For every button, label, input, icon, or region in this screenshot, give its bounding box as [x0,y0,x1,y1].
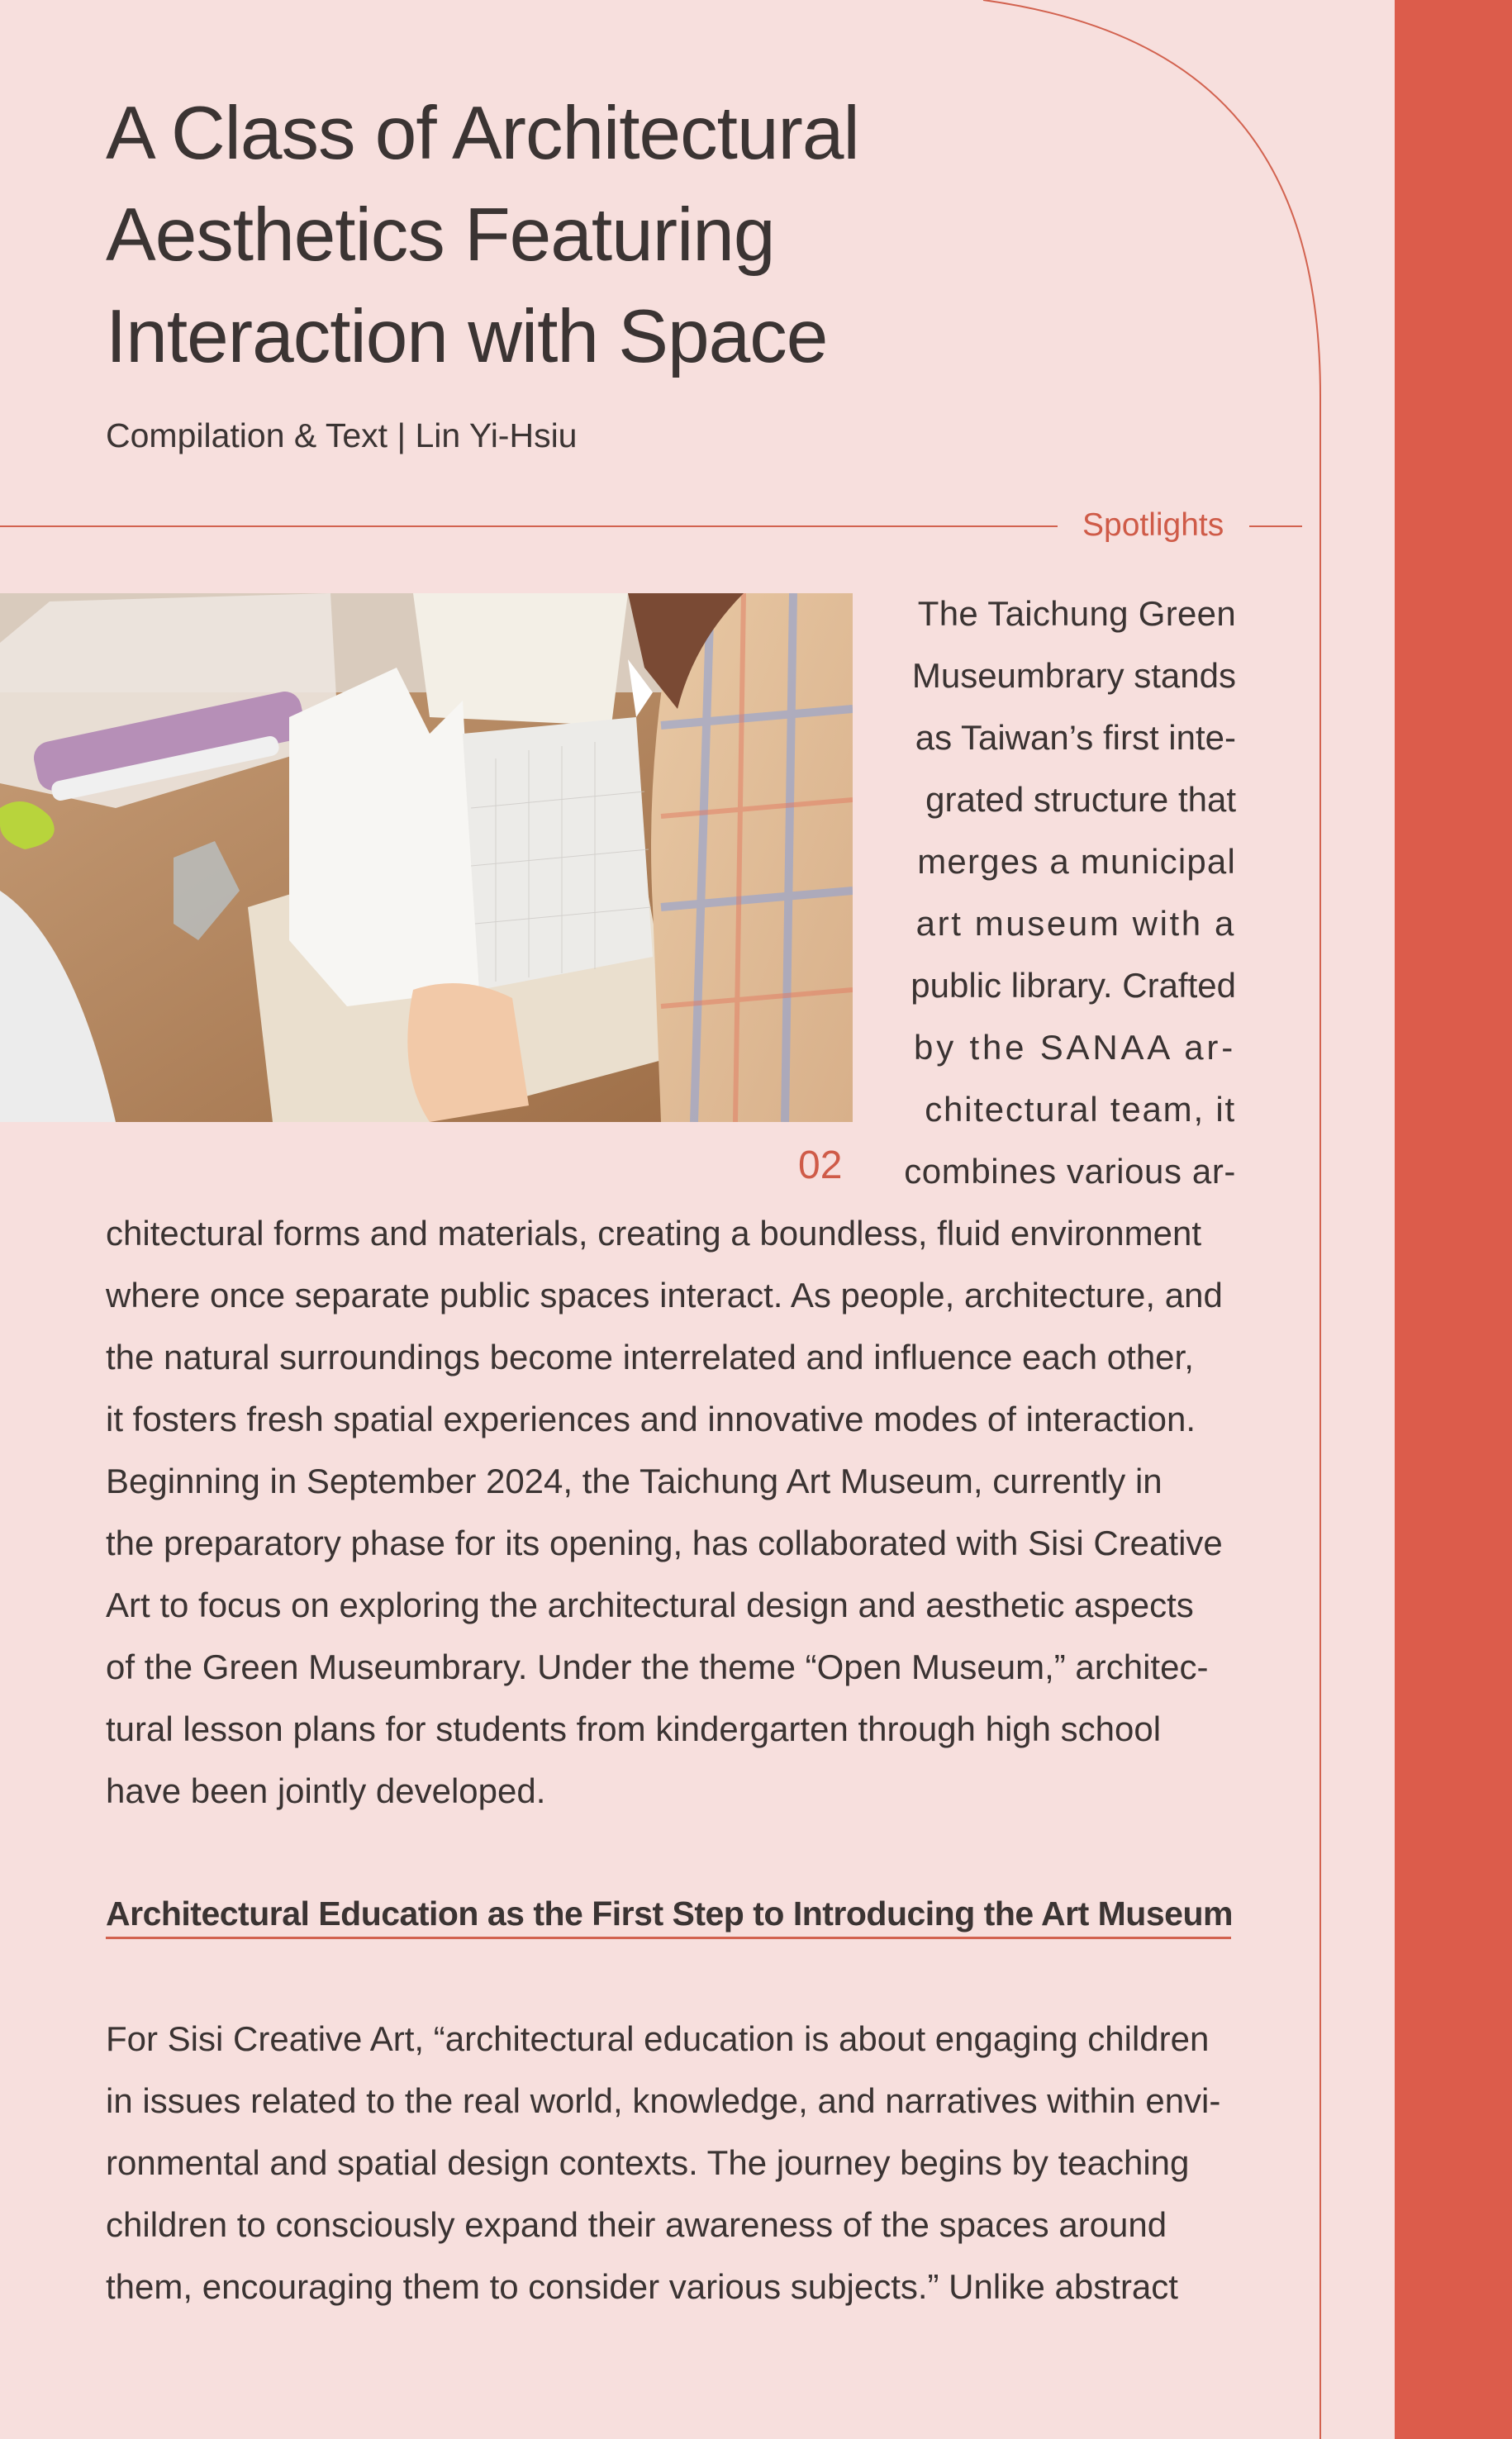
body-line: public library. Crafted [911,966,1236,1005]
body-line: The Taichung Green [917,594,1236,633]
body-line: chitectural forms and materials, creating a boundless, fluid environment [106,1214,1201,1253]
byline: Compilation & Text | Lin Yi-Hsiu [106,416,578,454]
body-line: Beginning in September 2024, the Taichung Art Museum, currently in [106,1462,1163,1500]
section-divider-end [1249,525,1302,527]
body-line: of the Green Museumbrary. Under the theme “Open Museum,” architec- [106,1647,1209,1686]
body-line: ronmental and spatial design contexts. The journey begins by teaching [106,2143,1190,2182]
body-line: children to consciously expand their awareness of the spaces around [106,2205,1167,2244]
body-line: merges a municipal [917,842,1236,881]
body-line: have been jointly developed. [106,1771,546,1810]
title-line: A Class of Architectural [106,92,859,175]
body-line: them, encouraging them to consider various subjects.” Unlike abstract [106,2267,1178,2306]
body-line: For Sisi Creative Art, “architectural education is about engaging children [106,2019,1210,2058]
section-divider [0,525,1058,527]
body-line: art museum with a [915,904,1236,943]
body-line: Art to focus on exploring the architectural design and aesthetic aspects [106,1586,1194,1624]
title-line: Interaction with Space [106,295,828,378]
section-heading: Architectural Education as the First Step to Introducing the Art Museum [106,1892,1231,1939]
body-line: by the SANAA ar- [914,1028,1236,1067]
title-line: Aesthetics Featuring [106,193,775,277]
body-line: it fosters fresh spatial experiences and innovative modes of interaction. [106,1400,1196,1438]
section-tag: Spotlights [1082,507,1224,543]
body-line: as Taiwan’s first inte- [915,718,1236,757]
body-line: tural lesson plans for students from kindergarten through high school [106,1709,1162,1748]
body-line: grated structure that [925,780,1236,819]
photo-number: 02 [798,1143,843,1187]
body-line: in issues related to the real world, knowledge, and narratives within envi- [106,2081,1221,2120]
body-line: the natural surroundings become interrelated and influence each other, [106,1338,1194,1376]
body-line: combines various ar- [904,1152,1236,1191]
body-line: Museumbrary stands [911,656,1236,695]
article-photo [0,593,853,1122]
body-line: chitectural team, it [925,1090,1236,1129]
body-line: where once separate public spaces interact. As people, architecture, and [106,1276,1223,1315]
body-line: the preparatory phase for its opening, has collaborated with Sisi Creative [106,1524,1223,1562]
page-title [106,83,1081,387]
